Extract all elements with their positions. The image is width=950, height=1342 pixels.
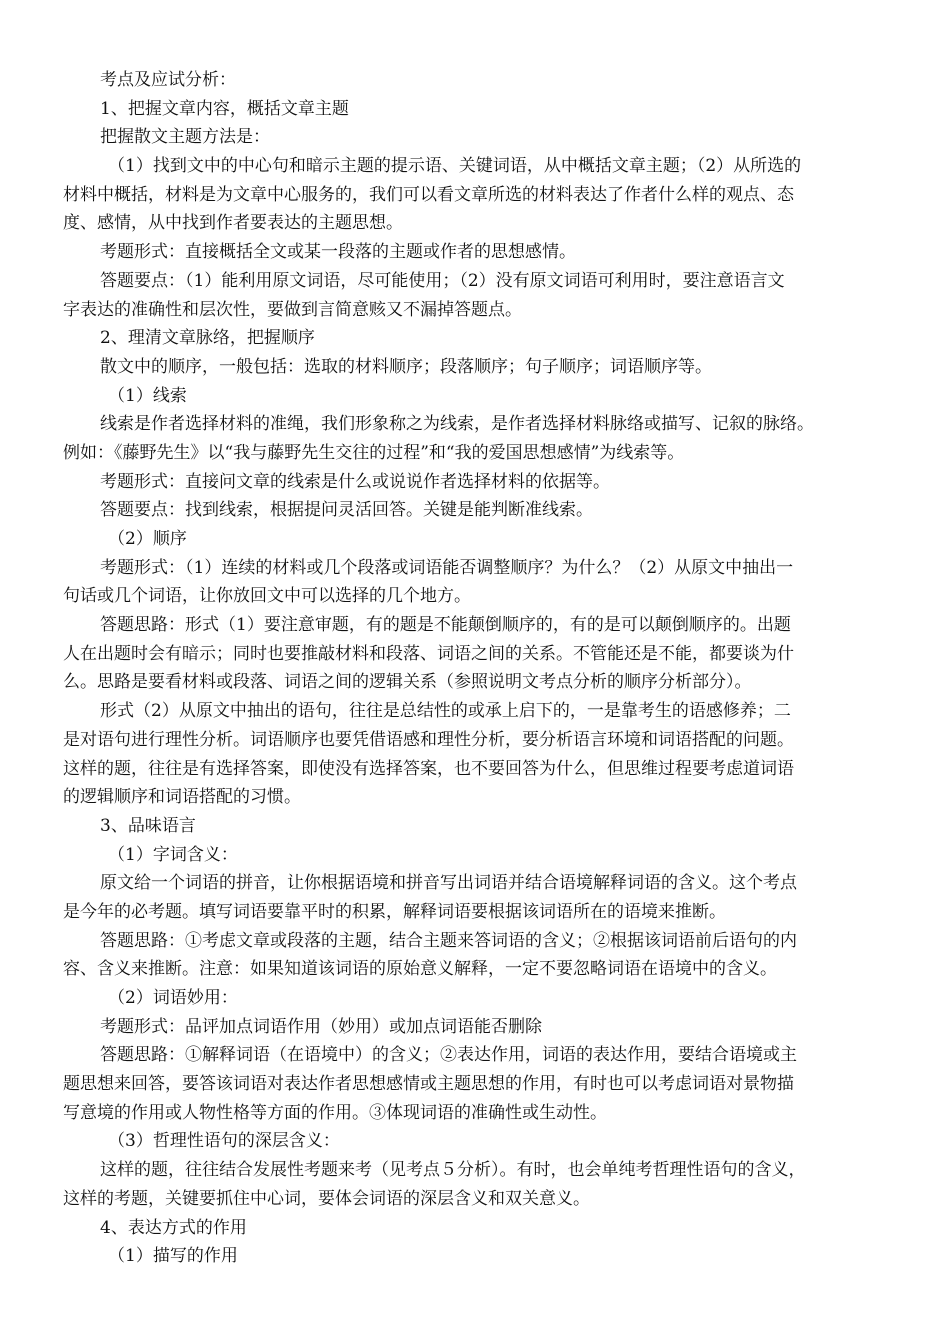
text-line: 考题形式：（1）连续的材料或几个段落或词语能否调整顺序？为什么？（2）从原文中抽出一 bbox=[100, 557, 794, 578]
text-line: 4、表达方式的作用 bbox=[100, 1217, 247, 1238]
text-line: 答题思路：①解释词语（在语境中）的含义；②表达作用，词语的表达作用，要结合语境或主 bbox=[100, 1045, 797, 1066]
text-line: 这样的题，往往结合发展性考题来考（见考点５分析）。有时，也会单纯考哲理性语句的含义， bbox=[100, 1160, 806, 1181]
document-body bbox=[63, 66, 923, 1271]
text-line: 么。思路是要看材料或段落、词语之间的逻辑关系（参照说明文考点分析的顺序分析部分）。 bbox=[63, 672, 752, 693]
text-line: 原文给一个词语的拼音，让你根据语境和拼音写出词语并结合语境解释词语的含义。这个考点 bbox=[100, 873, 797, 894]
text-line: （2）顺序 bbox=[108, 529, 187, 549]
text-line: 线索是作者选择材料的准绳，我们形象称之为线索，是作者选择材料脉络或描写、记叙的脉络。 bbox=[100, 414, 814, 435]
text-line: 写意境的作用或人物性格等方面的作用。③体现词语的准确性或生动性。 bbox=[63, 1102, 607, 1123]
text-line: 答题思路：①考虑文章或段落的主题，结合主题来答词语的含义；②根据该词语前后语句的内 bbox=[100, 930, 797, 951]
text-line: 散文中的顺序，一般包括：选取的材料顺序；段落顺序；句子顺序；词语顺序等。 bbox=[100, 356, 712, 377]
text-line: 2、理清文章脉络，把握顺序 bbox=[100, 328, 315, 349]
text-line: 题思想来回答，要答该词语对表达作者思想感情或主题思想的作用，有时也可以考虑词语对景物描 bbox=[63, 1074, 794, 1095]
text-line: （1）找到文中的中心句和暗示主题的提示语、关键词语，从中概括文章主题；（2）从所选的 bbox=[108, 156, 802, 177]
text-line: 考题形式：品评加点词语作用（妙用）或加点词语能否删除 bbox=[100, 1016, 542, 1037]
text-line: 材料中概括，材料是为文章中心服务的，我们可以看文章所选的材料表达了作者什么样的观点、态 bbox=[63, 184, 794, 205]
text-line: 考点及应试分析： bbox=[100, 70, 236, 90]
text-line: 形式（2）从原文中抽出的语句，往往是总结性的或承上启下的，一是靠考生的语感修养；二 bbox=[100, 701, 791, 722]
text-line: 句话或几个词语，让你放回文中可以选择的几个地方。 bbox=[63, 586, 471, 607]
text-line: 把握散文主题方法是： bbox=[100, 127, 270, 148]
text-line: 容、含义来推断。注意：如果知道该词语的原始意义解释，一定不要忽略词语在语境中的含义。 bbox=[63, 959, 777, 980]
text-line: 这样的题，往往是有选择答案，即使没有选择答案，也不要回答为什么，但思维过程要考虑道词语 bbox=[63, 758, 794, 779]
text-line: 这样的考题，关键要抓住中心词，要体会词语的深层含义和双关意义。 bbox=[63, 1188, 590, 1209]
text-line: 例如：《藤野先生》以“我与藤野先生交往的过程”和“我的爱国思想感情”为线索等。 bbox=[63, 442, 685, 463]
text-line: 是对语句进行理性分析。词语顺序也要凭借语感和理性分析，要分析语言环境和词语搭配的问题。 bbox=[63, 729, 794, 750]
text-line: 的逻辑顺序和词语搭配的习惯。 bbox=[63, 787, 301, 808]
text-line: （3）哲理性语句的深层含义： bbox=[108, 1131, 340, 1152]
text-line: 是今年的必考题。填写词语要靠平时的积累，解释词语要根据该词语所在的语境来推断。 bbox=[63, 901, 726, 922]
text-line: （1）字词含义： bbox=[108, 844, 238, 865]
text-line: 3、品味语言 bbox=[100, 815, 196, 836]
text-line: 答题要点：（1）能利用原文词语，尽可能使用；（2）没有原文词语可利用时，要注意语言文 bbox=[100, 270, 785, 291]
text-line: 考题形式：直接问文章的线索是什么或说说作者选择材料的依据等。 bbox=[100, 471, 610, 492]
text-line: （1）线索 bbox=[108, 385, 187, 406]
text-line: （1）描写的作用 bbox=[108, 1246, 238, 1267]
text-line: 度、感情，从中找到作者要表达的主题思想。 bbox=[63, 213, 403, 234]
text-line: 答题要点：找到线索，根据提问灵活回答。关键是能判断准线索。 bbox=[100, 500, 593, 521]
text-line: （2）词语妙用： bbox=[108, 988, 238, 1008]
text-line: 1、把握文章内容，概括文章主题 bbox=[100, 98, 349, 119]
text-line: 考题形式：直接概括全文或某一段落的主题或作者的思想感情。 bbox=[100, 242, 576, 263]
text-line: 人在出题时会有暗示；同时也要推敲材料和段落、词语之间的关系。不管能还是不能，都要谈为什 bbox=[63, 643, 794, 664]
text-line: 字表达的准确性和层次性，要做到言简意赅又不漏掉答题点。 bbox=[63, 299, 522, 320]
text-line: 答题思路：形式（1）要注意审题，有的题是不能颠倒顺序的，有的是可以颠倒顺序的。出题 bbox=[100, 615, 791, 636]
